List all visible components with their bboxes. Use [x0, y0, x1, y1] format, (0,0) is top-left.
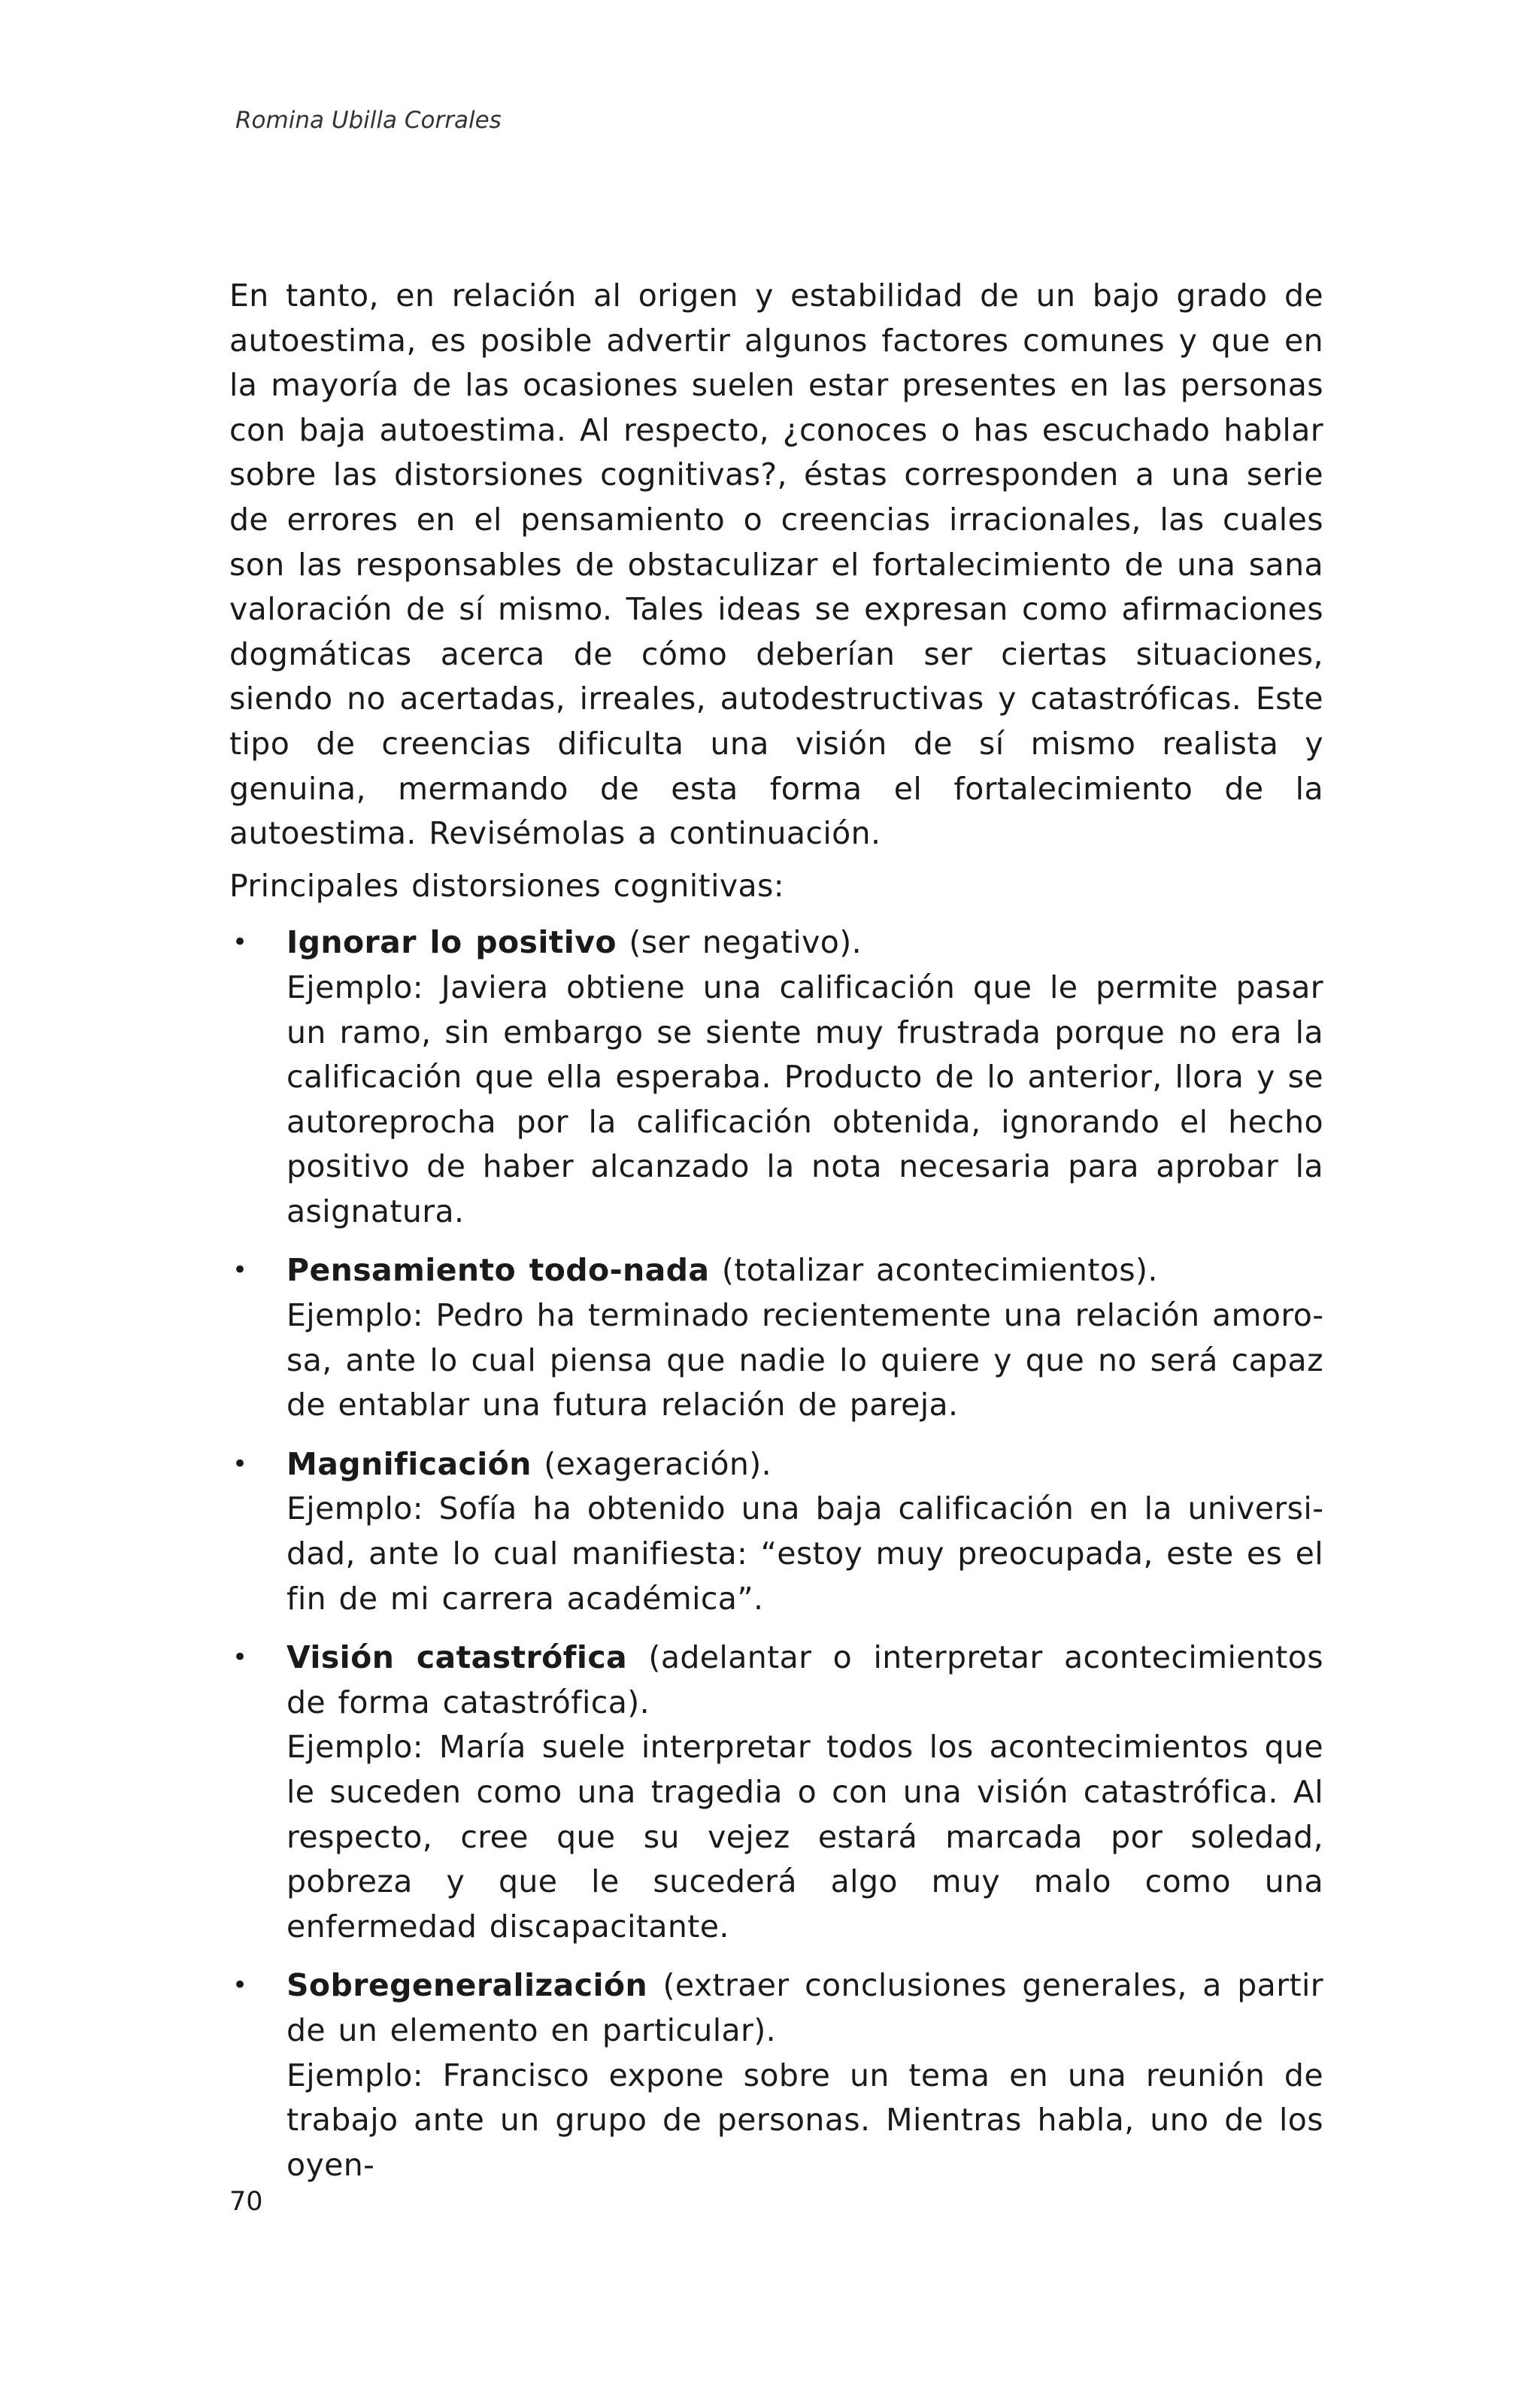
distortion-example: Ejemplo: Javiera obtiene una calificación que le permite pasar un ramo, sin embargo se siente muy frustrada porque no era la calificación que ella esperaba. Producto de lo anterior, llora y se autoreprocha por la calificación obtenida, ignorando el hecho positivo de haber alcanzado la nota necesaria para aprobar la asignatura.: [286, 969, 1323, 1229]
distortion-example: Ejemplo: Francisco expone sobre un tema en una reunión de trabajo ante un grupo de personas. Mientras habla, uno de los oyen-: [286, 2057, 1323, 2183]
distortion-description: (adelantar o interpretar acontecimientos de forma catastrófica).: [286, 1639, 1323, 1720]
item-heading-line: [286, 1442, 1323, 1487]
bullet-icon: •: [232, 1970, 248, 2001]
distortion-term: Visión catastrófica: [286, 1639, 628, 1676]
item-heading-line: [286, 1636, 1323, 1725]
distortion-description: (totalizar acontecimientos).: [709, 1252, 1158, 1289]
list-item: [229, 1442, 1323, 1621]
list-item: [229, 1636, 1323, 1949]
list-title: Principales distorsiones cognitivas:: [229, 867, 785, 904]
distortion-description: (ser negativo).: [616, 924, 862, 961]
distortion-term: Magnificación: [286, 1445, 532, 1482]
running-header: Romina Ubilla Corrales: [235, 107, 502, 134]
distortion-term: Sobregeneralización: [286, 1967, 648, 2004]
bullet-icon: •: [232, 927, 248, 958]
bullet-icon: •: [232, 1642, 248, 1673]
distortion-term: Ignorar lo positivo: [286, 924, 617, 961]
page-number: 70: [229, 2187, 263, 2217]
bullet-icon: •: [232, 1448, 248, 1479]
distortions-list: [229, 920, 1323, 2187]
page-body: [229, 274, 1323, 2202]
list-item: [229, 1963, 1323, 2187]
item-heading-line: [286, 920, 1323, 966]
item-heading-line: [286, 1963, 1323, 2053]
distortion-example: Ejemplo: Sofía ha obtenido una baja calificación en la universidad, ante lo cual manifiesta: “estoy muy preocupada, este es el fin de mi carrera académica”.: [286, 1490, 1323, 1617]
distortion-example: Ejemplo: María suele interpretar todos los acontecimientos que le suceden como una tragedia o con una visión catastrófica. Al respecto, cree que su vejez estará marcada por soledad, pobreza y que le sucederá algo muy malo como una enfermedad discapacitante.: [286, 1729, 1323, 1945]
bullet-icon: •: [232, 1255, 248, 1286]
list-item: [229, 920, 1323, 1234]
distortion-term: Pensamiento todo-nada: [286, 1252, 710, 1289]
list-item: [229, 1248, 1323, 1427]
intro-paragraph: En tanto, en relación al origen y estabilidad de un bajo grado de autoestima, es posible advertir algunos factores comunes y que en la mayoría de las ocasiones suelen estar presentes en las personas con baja autoestima. Al respecto, ¿conoces o has escuchado hablar sobre las distorsiones cognitivas?, éstas corresponden a una serie de errores en el pensamiento o creencias irracionales, las cuales son las responsables de obstaculizar el fortalecimiento de una sana valoración de sí mismo. Tales ideas se expresan como afirmaciones dogmáticas acerca de cómo deberían ser ciertas situaciones, siendo no acertadas, irreales, autodestructivas y catastróficas. Este tipo de creencias dificulta una visión de sí mismo realista y genuina, mermando de esta forma el fortalecimiento de la autoestima. Revisémolas a continuación.: [229, 277, 1323, 852]
distortion-description: (extraer conclusiones generales, a partir de un elemento en particular).: [286, 1967, 1323, 2048]
distortion-example: Ejemplo: Pedro ha terminado recientemente una relación amorosa, ante lo cual piensa que nadie lo quiere y que no será capaz de entablar una futura relación de pareja.: [286, 1297, 1323, 1423]
distortion-description: (exageración).: [531, 1445, 772, 1482]
item-heading-line: [286, 1248, 1323, 1293]
